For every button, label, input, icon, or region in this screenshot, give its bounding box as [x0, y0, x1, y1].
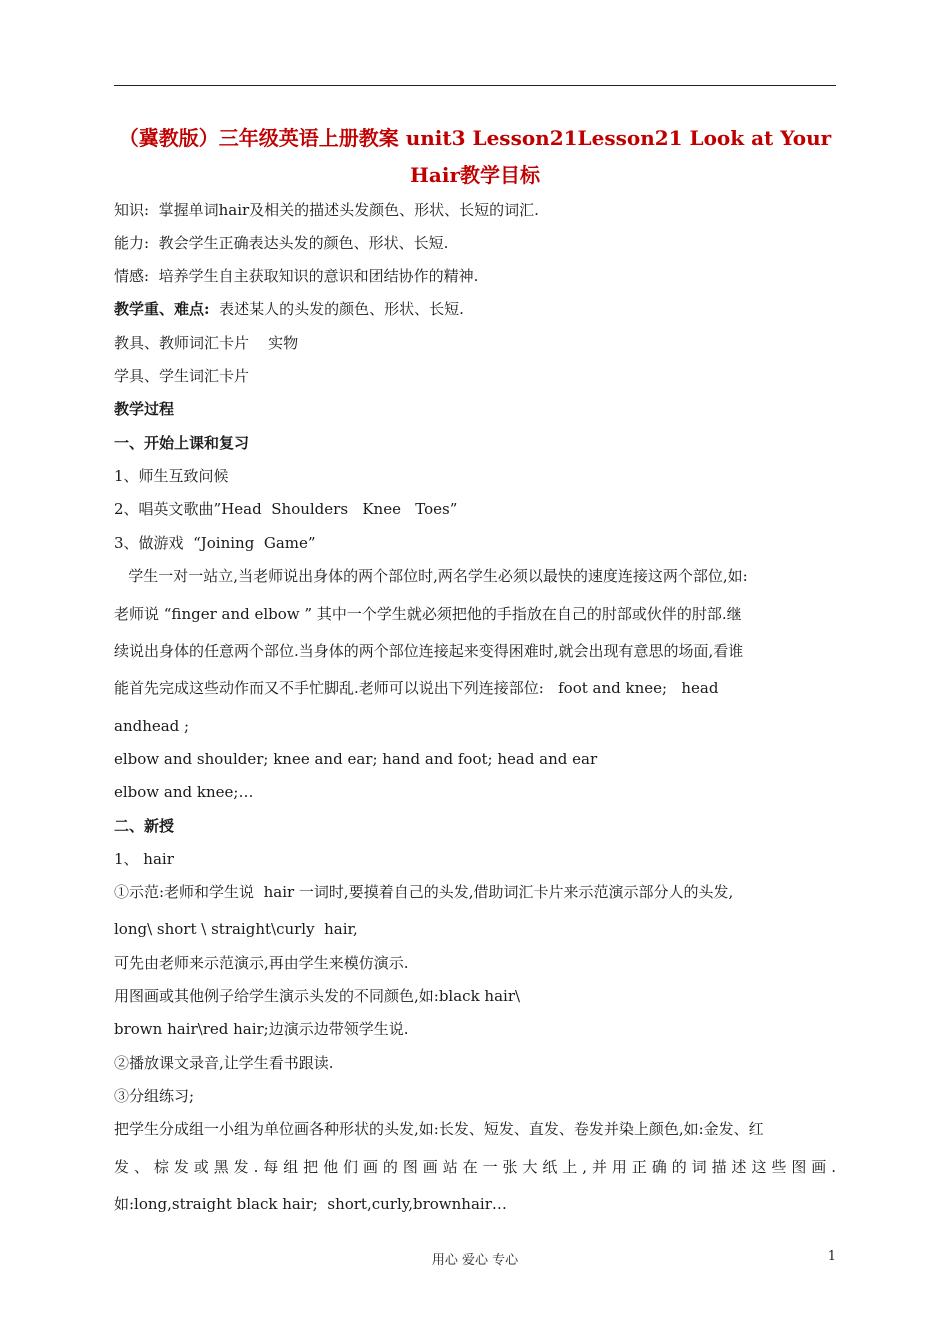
step-song: 2、唱英文歌曲”Head Shoulders Knee Toes”: [114, 500, 458, 518]
step-game: 3、做游戏 “Joining Game”: [114, 534, 316, 552]
section-heading-new: 二、新授: [114, 817, 175, 835]
group-practice-heading: ③分组练习;: [114, 1087, 195, 1105]
demo-line: brown hair\red hair;边演示边带领学生说.: [114, 1020, 409, 1038]
section-heading-warmup: 一、开始上课和复习: [114, 434, 250, 452]
group-practice-example: 如:long,straight black hair; short,curly,brownhair…: [114, 1195, 507, 1213]
student-materials: 学具、学生词汇卡片: [114, 367, 250, 385]
demo-line: long\ short \ straight\curly hair,: [114, 920, 358, 938]
key-points-label: 教学重、难点:: [114, 300, 210, 318]
game-paragraph-line: 学生一对一站立,当老师说出身体的两个部位时,两名学生必须以最快的速度连接这两个部位,如:: [114, 567, 748, 585]
step-greeting: 1、师生互致问候: [114, 467, 229, 485]
page-number: 1: [827, 1249, 836, 1264]
game-paragraph-line: 续说出身体的任意两个部位.当身体的两个部位连接起来变得困难时,就会出现有意思的场面,看谁: [114, 642, 744, 660]
objective-emotion: 情感: 培养学生自主获取知识的意识和团结协作的精神.: [114, 267, 479, 285]
header-rule: [114, 85, 836, 86]
body-parts-list: elbow and shoulder; knee and ear; hand and foot; head and ear: [114, 750, 598, 768]
group-practice-line: 发、棕发或黑发.每组把他们画的图画站在一张大纸上,并用正确的词描述这些图画.: [114, 1158, 836, 1176]
key-points: [114, 298, 464, 320]
demo-line: ①示范:老师和学生说 hair 一词时,要摸着自己的头发,借助词汇卡片来示范演示部分人的头发,: [114, 883, 734, 901]
title-line-2: Hair教学目标: [410, 163, 540, 187]
game-paragraph-line: 老师说 “finger and elbow ” 其中一个学生就必须把他的手指放在自己的肘部或伙伴的肘部.继: [114, 605, 742, 623]
group-practice-line: 把学生分成组一小组为单位画各种形状的头发,如:长发、短发、直发、卷发并染上颜色,如:金发、红: [114, 1120, 764, 1138]
demo-line: 可先由老师来示范演示,再由学生来模仿演示.: [114, 954, 409, 972]
listen-step: ②播放课文录音,让学生看书跟读.: [114, 1054, 334, 1072]
game-paragraph-line: andhead ;: [114, 717, 190, 735]
page-title: [114, 120, 836, 194]
footer-motto: 用心 爱心 专心: [431, 1253, 519, 1268]
key-points-text: 表述某人的头发的颜色、形状、长短.: [219, 300, 464, 318]
teacher-materials: 教具、教师词汇卡片 实物: [114, 334, 299, 352]
title-line-1: （冀教版）三年级英语上册教案 unit3 Lesson21Lesson21 Look at Your: [118, 126, 832, 150]
demo-line: 用图画或其他例子给学生演示头发的不同颜色,如:black hair\: [114, 987, 521, 1005]
objective-knowledge: 知识: 掌握单词hair及相关的描述头发颜色、形状、长短的词汇.: [114, 201, 539, 219]
objective-ability: 能力: 教会学生正确表达头发的颜色、形状、长短.: [114, 234, 449, 252]
body-parts-list: elbow and knee;…: [114, 783, 254, 801]
section-heading-process: 教学过程: [114, 400, 175, 418]
game-paragraph-line: 能首先完成这些动作而又不手忙脚乱.老师可以说出下列连接部位: foot and knee; head: [114, 679, 719, 697]
new-word-hair: 1、 hair: [114, 850, 174, 868]
